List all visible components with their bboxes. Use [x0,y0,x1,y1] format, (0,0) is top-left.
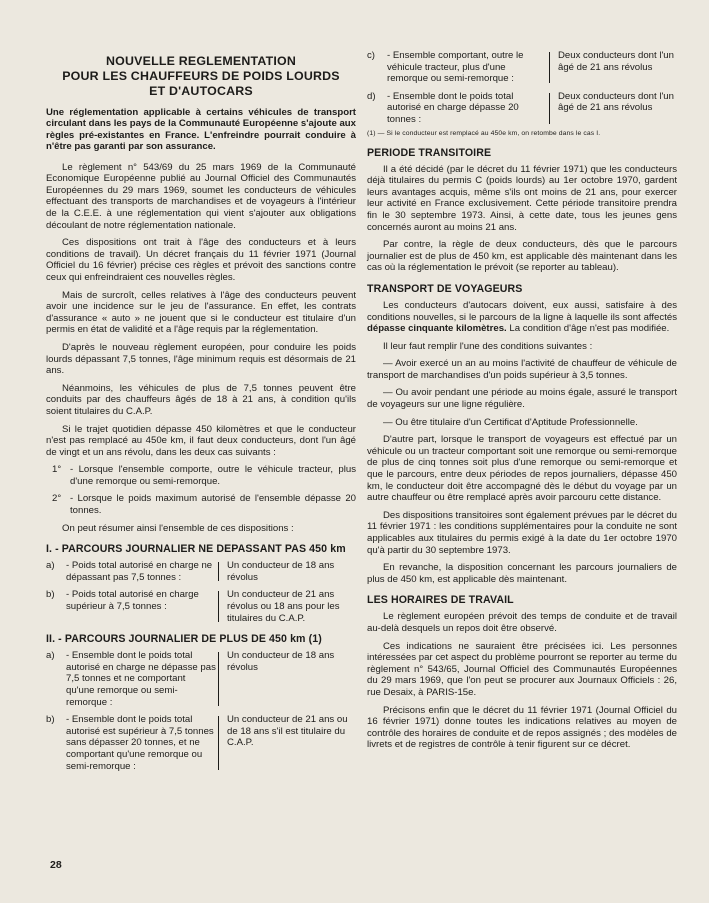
rule-condition: - Poids total autorisé en charge supérieur à 7,5 tonnes : [66,589,199,613]
body-paragraph: Par contre, la règle de deux conducteurs, dès que le parcours journalier est de plus de 450 km, est applicable dès maintenant dans les cas où la réglementation le prévoit (se reporter au tableau). [367,239,677,274]
body-paragraph: Néanmoins, les véhicules de plus de 7,5 tonnes peuvent être conduits par des chauffeurs âgés de 18 à 21 ans, à condition qu'ils soient titulaires du C.A.P. [46,382,356,417]
rule-marker: d) [367,90,376,102]
section-heading: I. - PARCOURS JOURNALIER NE DEPASSANT PAS 450 km [46,543,346,556]
rule-result: Deux conducteurs dont l'un âgé de 21 ans révolus [558,50,674,73]
rule-row [46,714,356,772]
article-title [46,54,356,99]
body-paragraph: Précisons enfin que le décret du 11 février 1971 (Journal Officiel du 16 février 1971) donne toutes les indications relatives au moyen de contrôle des horaires de conduite et de repos assignés ; des modèles de livrets et de registres de contrôle à tenir figurent sur ce décret. [367,704,677,751]
brace-divider [216,560,224,583]
body-paragraph: Le règlement n° 543/69 du 25 mars 1969 de la Communauté Economique Européenne publié au Journal Officiel des Communautés Européennes du 29 mars 1969, soumet les conducteurs de véhicules effectuant des transports de marchandises et de voyageurs à l'intérieur de la C.E.E. à une réglementation qui vient s'ajouter aux obligations découlant de notre réglementation nationale. [46,161,356,231]
body-paragraph [367,300,677,335]
section-heading: LES HORAIRES DE TRAVAIL [367,594,514,607]
brace-divider [216,714,224,772]
title-line: ET D'AUTOCARS [149,84,253,98]
text-run: La condition d'âge n'est pas modifiée. [506,323,670,335]
body-paragraph: Des dispositions transitoires sont également prévues par le décret du 11 février 1971 : les conditions supplémentaires pour la conduite ne sont applicables aux titulaires du permis exigé à la date du 1er octobre 1970 qu'à partir du 30 septembre 1973. [367,509,677,556]
section-heading: PERIODE TRANSITOIRE [367,146,492,159]
rule-result: Un conducteur de 21 ans révolus ou 18 ans pour les titulaires du C.A.P. [227,589,340,624]
title-line: POUR LES CHAUFFEURS DE POIDS LOURDS [62,69,340,83]
rule-row [367,50,677,85]
rule-condition: - Ensemble dont le poids total autorisé en charge ne dépasse pas 7,5 tonnes et ne comportant qu'une remorque ou semi-remorque : [66,650,216,708]
rule-marker: a) [46,650,55,662]
brace-divider [547,91,555,126]
body-paragraph: — Ou avoir pendant une période au moins égale, assuré le transport de voyageurs sur une ligne régulière. [367,387,677,411]
rule-condition: - Ensemble comportant, outre le véhicule tracteur, plus d'une remorque ou semi-remorque : [387,50,524,85]
case-item [46,464,356,487]
body-paragraph: Ces dispositions ont trait à l'âge des conducteurs et à leurs conditions de travail). Un décret français du 11 février 1971 (Journal Officiel du 16 février) précise ces règles et prévoit des sanctions contre ceux qui enfreindraient ces nouvelles règles. [46,237,356,283]
text-run: Les conducteurs d'autocars doivent, eux aussi, satisfaire à des conditions nouvelles, si le parcours de la ligne à laquelle ils sont affectés [367,299,677,323]
case-marker: 2° [52,493,62,505]
footnote: (1) — Si le conducteur est remplacé au 450e km, on retombe dans le cas I. [367,129,601,137]
rule-marker: c) [367,50,375,61]
rule-condition: - Ensemble dont le poids total autorisé est supérieur à 7,5 tonnes sans dépasser 20 tonnes, et ne comportant qu'une remorque ou semi-remorque : [66,714,214,772]
brace-divider [216,589,224,624]
body-paragraph: Il a été décidé (par le décret du 11 février 1971) que les conducteurs déjà titulaires du permis C (poids lourds) au 1er octobre 1970, gardent leurs avantages acquis, même s'ils ont moins de 21 ans, pour exercer leur activité en France exclusivement. Cette période transitoire prendra fin le 30 septembre 1973. Ainsi, à cette date, tous les jeunes gens concernés auront au moins 21 ans. [367,163,677,233]
case-text: - Lorsque l'ensemble comporte, outre le véhicule tracteur, plus d'une remorque ou semi-remorque. [70,464,356,487]
rule-marker: b) [46,714,55,726]
body-paragraph: Il leur faut remplir l'une des conditions suivantes : [383,340,593,352]
title-line: NOUVELLE REGLEMENTATION [106,54,296,68]
body-paragraph: En revanche, la disposition concernant les parcours journaliers de plus de 450 km, est applicable dès maintenant. [367,562,677,585]
page-number: 28 [50,859,62,871]
rule-result: Un conducteur de 21 ans ou de 18 ans s'il est titulaire du C.A.P. [227,714,348,749]
left-column [46,48,356,778]
case-item [46,493,356,516]
rule-result: Deux conducteurs dont l'un âgé de 21 ans révolus [558,90,674,114]
lead-paragraph: Une réglementation applicable à certains véhicules de transport circulant dans les pays de la Communauté Européenne s'ajoute aux règles pré-existantes en France. L'enfreindre pourrait conduire à n'être pas garanti par son assurance. [46,107,356,153]
emphasis-text: dépasse cinquante kilomètres. [367,323,507,335]
body-paragraph: — Avoir exercé un an au moins l'activité de chauffeur de véhicule de transport de marchandises d'un poids supérieur à 3,5 tonnes. [367,358,677,381]
right-column [367,50,677,757]
case-marker: 1° [52,464,62,476]
rule-result: Un conducteur de 18 ans révolus [227,650,335,673]
rule-condition: - Poids total autorisé en charge ne dépassant pas 7,5 tonnes : [66,560,213,583]
body-paragraph: Ces indications ne sauraient être précisées ici. Les personnes intéressées par cet aspect du problème pourront se reporter au terme du règlement n° 543/65, Journal Officiel des Communautés Européennes du 29 mars 1969, que l'on peut se procurer aux Journaux Officiels : 26, rue Desaix, à PARIS-15e. [367,640,677,698]
rule-condition: - Ensemble dont le poids total autorisé en charge dépasse 20 tonnes : [387,90,519,125]
body-paragraph: Si le trajet quotidien dépasse 450 kilomètres et que le conducteur n'est pas remplacé au 450e km, il faut deux conducteurs, dont l'un âgé de vingt et un ans révolu, dans les deux cas suivants : [46,423,356,458]
rule-marker: b) [46,589,55,601]
rule-row [46,650,356,708]
section-heading: TRANSPORT DE VOYAGEURS [367,282,523,295]
section-heading: II. - PARCOURS JOURNALIER DE PLUS DE 450 km (1) [46,633,322,646]
rule-result: Un conducteur de 18 ans révolus [227,560,335,583]
body-paragraph: — Ou être titulaire d'un Certificat d'Aptitude Professionnelle. [383,416,638,428]
body-paragraph: D'autre part, lorsque le transport de voyageurs est effectué par un véhicule ou un tracteur comportant soit une remorque ou semi-remorque de plus de cinq tonnes soit plus d'une remorque ou semi-remorque et que le parcours, entre deux périodes de repos journaliers, dépasse 450 km, le conducteur doit être accompagné dès le début du voyage par un autre chauffeur ou être remplacé après avoir parcouru cette distance. [367,434,677,504]
body-paragraph: Le règlement européen prévoit des temps de conduite et de travail au-delà desquels un repos doit être observé. [367,611,677,634]
body-paragraph: D'après le nouveau règlement européen, pour conduire les poids lourds dépassant 7,5 tonnes, l'âge minimum requis est désormais de 21 ans. [46,341,356,377]
rule-row [367,91,677,126]
summary-intro: On peut résumer ainsi l'ensemble de ces dispositions : [62,522,294,534]
brace-divider [547,50,555,85]
case-text: - Lorsque le poids maximum autorisé de l'ensemble dépasse 20 tonnes. [70,493,356,517]
rule-row [46,589,356,624]
body-paragraph: Mais de surcroît, celles relatives à l'âge des conducteurs peuvent avoir une incidence sur le jeu de l'assurance. En effet, les contrats d'assurance « auto » ne jouent que si le conducteur est titulaire d'un permis en état de validité et a l'âge requis par la réglementation. [46,289,356,336]
rule-row [46,560,356,583]
brace-divider [216,650,224,708]
rule-marker: a) [46,560,55,572]
